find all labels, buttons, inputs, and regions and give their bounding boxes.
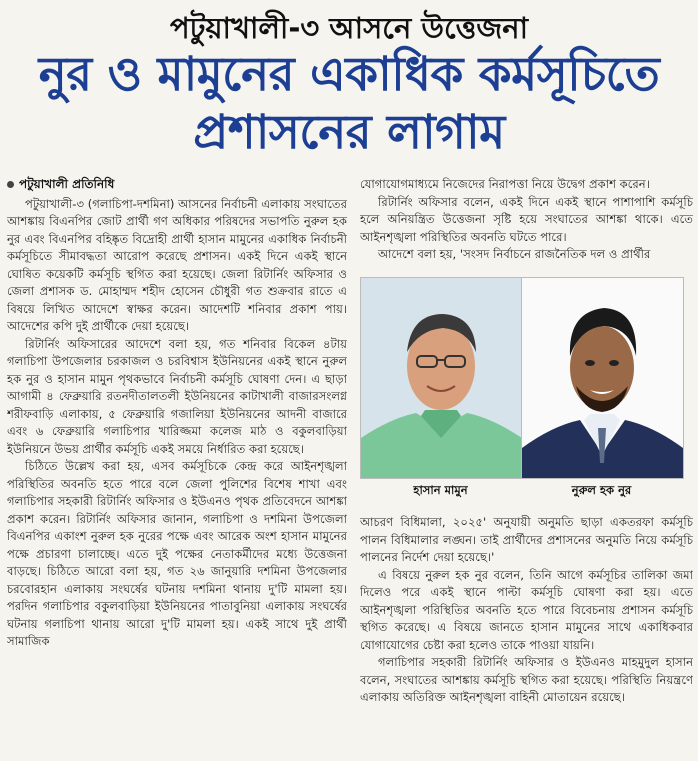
paragraph: রিটার্নিং অফিসার বলেন, একই দিনে একই স্থানে পাশাপাশি কর্মসূচি হলে অনিয়ন্ত্রিত উত্তেজনা সৃষ্টি হয়ে সংঘাতের আশঙ্কা থাকে। এতে আইনশৃঙ্খলা পরিস্থিতির অবনতি ঘটতে পারে। bbox=[360, 194, 693, 244]
article-column-1 bbox=[7, 176, 347, 756]
paragraph: পটুয়াখালী-৩ (গলাচিপা-দশমিনা) আসনের নির্বাচনী এলাকায় সংঘাতের আশঙ্কায় বিএনপির জোট প্রার্থী গণ অধিকার পরিষদের সভাপতি নুরুল হক নুর এবং বিএনপির বহিষ্কৃত বিদ্রোহী প্রার্থী হাসান মামুনের একাধিক নির্বাচনী কর্মসূচিতে সীমাবদ্ধতা আরোপ করেছে প্রশাসন। একই দিনে একই স্থানে ঘোষিত কয়েকটি কর্মসূচি স্থগিত করা হয়েছে। জেলা রিটার্নিং অফিসার ও জেলা প্রশাসক ড. মোহাম্মদ শহীদ হোসেন চৌধুরী গত শুক্রবার রাতে এ বিষয়ে লিখিত আদেশে স্বাক্ষর করেন। আদেশটি শনিবার প্রকাশ পায়। আদেশের কপি দুই প্রার্থীকে দেয়া হয়েছে। bbox=[7, 196, 347, 333]
headline-line-1: নুর ও মামুনের একাধিক কর্মসূচিতে bbox=[38, 47, 660, 102]
kicker-headline: পটুয়াখালী-৩ আসনে উত্তেজনা bbox=[169, 11, 529, 45]
paragraph: যোগাযোগমাধ্যমে নিজেদের নিরাপত্তা নিয়ে উদ্বেগ প্রকাশ করেন। bbox=[360, 177, 650, 191]
paragraph: রিটার্নিং অফিসারের আদেশে বলা হয়, গত শনিবার বিকেল ৪টায় গলাচিপা উপজেলার চরকাজল ও চরবিশ্বাস ইউনিয়নের একই স্থানে নুরুল হক নুর ও হাসান মামুন পৃথকভাবে নির্বাচনী কর্মসূচি ঘোষণা দেন। এ ছাড়া আগামী ৪ ফেব্রুয়ারি রতনদীতালতলী ইউনিয়নের কাটাখালী বাজারসংলগ্ন শরীফবাড়ি এলাকায়, ৫ ফেব্রুয়ারি গজালিয়া ইউনিয়নের আদনী বাজারে এবং ৬ ফেব্রুয়ারি গলাচিপার খারিজ্জমা কলেজ মাঠ ও বকুলবাড়িয়া ইউনিয়নে উভয় প্রার্থীর কর্মসূচি একই সময়ে নির্ধারিত করা হয়েছে। bbox=[7, 336, 347, 456]
article-column-2-bottom bbox=[360, 514, 693, 756]
portrait-hasan-mamun bbox=[361, 278, 522, 478]
paragraph: গলাচিপার সহকারী রিটার্নিং অফিসার ও ইউএনও মাহমুদুল হাসান বলেন, সংঘাতের আশঙ্কায় কর্মসূচি স্থগিত করা হয়েছে। পরিস্থিতি নিয়ন্ত্রণে এলাকায় অতিরিক্ত আইনশৃঙ্খলা বাহিনী মোতায়েন রয়েছে। bbox=[360, 655, 693, 704]
main-headline bbox=[0, 46, 698, 162]
paragraph: আদেশে বলা হয়, 'সংসদ নির্বাচনে রাজনৈতিক দল ও প্রার্থীর bbox=[378, 247, 651, 261]
paragraph: চিঠিতে উল্লেখ করা হয়, এসব কর্মসূচিকে কেন্দ্র করে আইনশৃঙ্খলা পরিস্থিতির অবনতি হতে পারে বলে জেলা পুলিশের বিশেষ শাখা এবং গলাচিপার সহকারী রিটার্নিং অফিসার ও ইউএনও পৃথক প্রতিবেদনে আশঙ্কা প্রকাশ করেন। রিটার্নিং অফিসার জানান, গলাচিপা ও দশমিনা উপজেলা বিএনপির একাংশ নুরুল হক নুরের পক্ষে এবং আরেক অংশ হাসান মামুনের পক্ষে প্রচারণা চালাচ্ছে। এতে দুই পক্ষের নেতাকর্মীদের মধ্যে উত্তেজনা বাড়ছে। চিঠিতে আরো বলা হয়, গত ২৬ জানুয়ারি দশমিনা উপজেলার চরবোরহান এলাকায় সংঘর্ষের ঘটনায় দশমিনা থানায় দু'টি মামলা হয়। পরদিন গলাচিপার বকুলবাড়িয়া ইউনিয়নের পাতাবুনিয়া এলাকায় সংঘর্ষের ঘটনায় গলাচিপা থানায় আরো দু'টি মামলা হয়। একই সাথে দুই প্রার্থী সামাজিক bbox=[7, 459, 347, 648]
paragraph: আচরণ বিধিমালা, ২০২৫' অনুযায়ী অনুমতি ছাড়া একতরফা কর্মসূচি পালন বিধিমালার লঙ্ঘন। তাই প্রার্থীদের প্রশাসনের অনুমতি নিয়ে কর্মসূচি পালনের নির্দেশ দেয়া হয়েছে।' bbox=[360, 515, 693, 564]
bullet-icon bbox=[7, 181, 14, 188]
article-column-2-top bbox=[360, 176, 693, 268]
byline bbox=[7, 176, 347, 194]
portrait-nurul-haque-nur bbox=[522, 278, 683, 478]
photo-caption: নুরুল হক নুর bbox=[571, 483, 632, 497]
paragraph: এ বিষয়ে নুরুল হক নুর বলেন, তিনি আগে কর্মসূচির তালিকা জমা দিলেও পরে একই স্থানে পাল্টা কর্মসূচি ঘোষণা করা হয়। এতে আইনশৃঙ্খলা পরিস্থিতির অবনতি হতে পারে বিবেচনায় প্রশাসন কর্মসূচি স্থগিত করেছে। এ বিষয়ে জানতে হাসান মামুনের সাথে একাধিকবার যোগাযোগের চেষ্টা করা হলেও তাকে পাওয়া যায়নি। bbox=[360, 567, 693, 652]
byline-text: পটুয়াখালী প্রতিনিধি bbox=[19, 177, 115, 191]
photo-caption: হাসান মামুন bbox=[413, 483, 468, 497]
photo-hasan-mamun bbox=[360, 277, 523, 479]
headline-line-2: প্রশাসনের লাগাম bbox=[193, 105, 505, 160]
photo-nurul-haque-nur bbox=[521, 277, 684, 479]
